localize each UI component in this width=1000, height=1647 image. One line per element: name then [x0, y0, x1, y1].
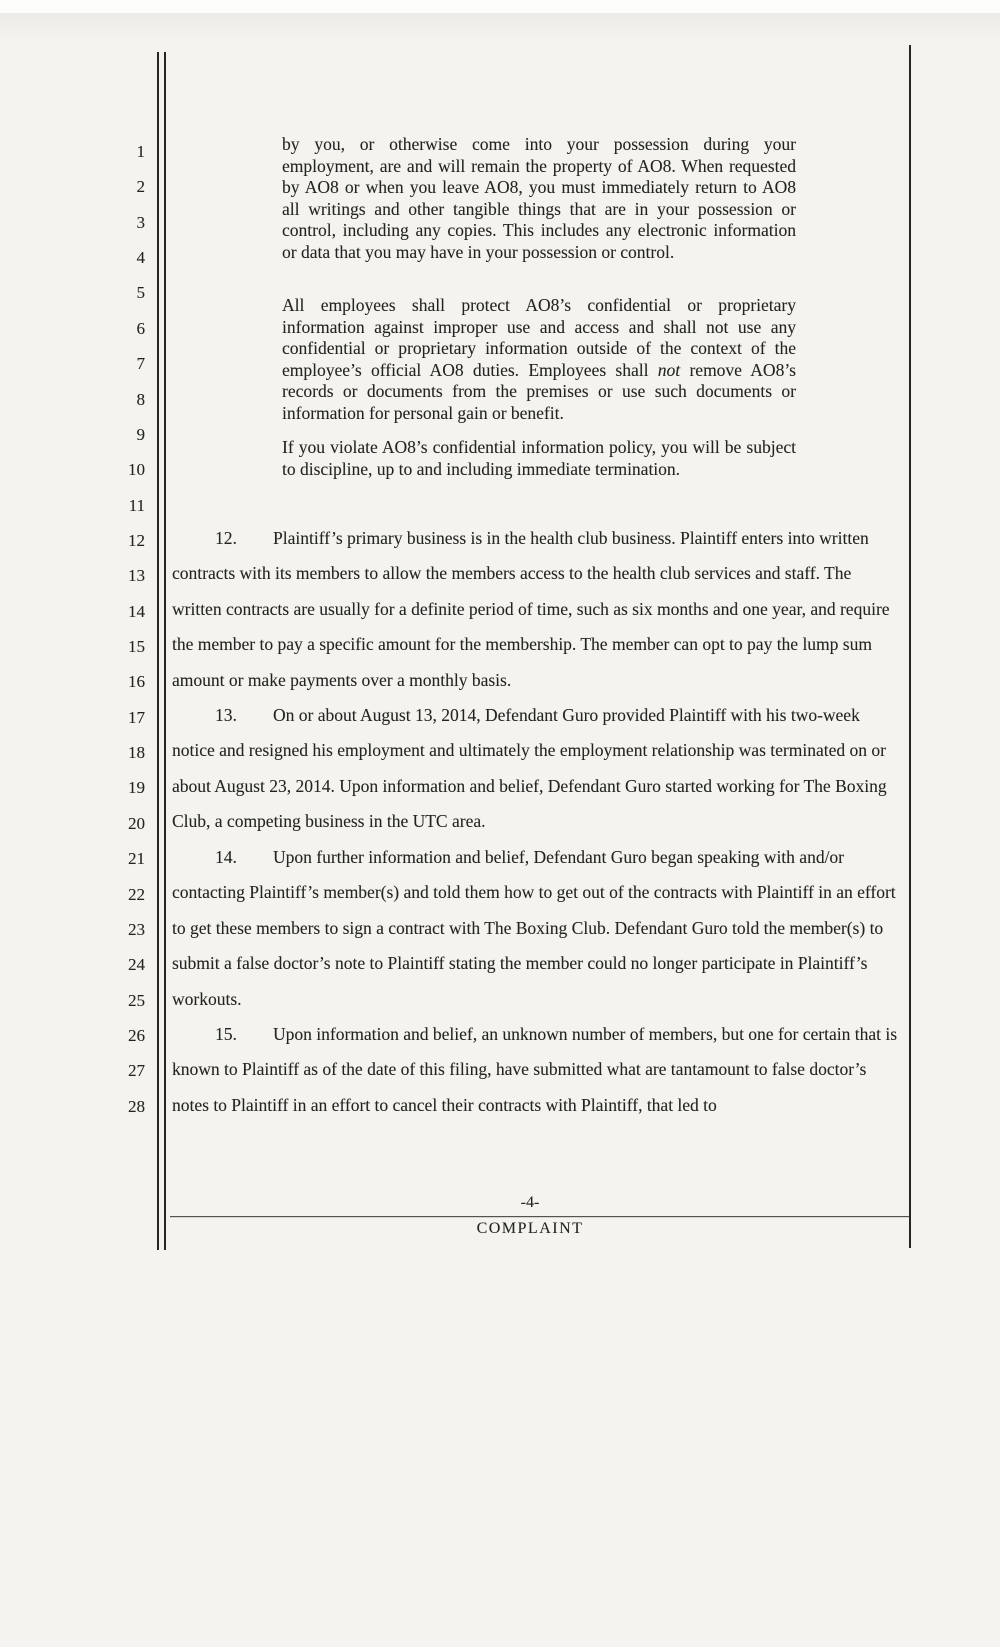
line-number: 11 — [128, 495, 145, 515]
line-number: 5 — [136, 283, 145, 303]
paragraph-15 — [172, 1017, 903, 1124]
paragraph-13-number: 13. — [215, 704, 237, 725]
line-number: 10 — [128, 460, 145, 480]
pleading-right-rule — [909, 45, 911, 1248]
quote-1-text: by you, or otherwise come into your possession during your employment, are and will remain the property of AO8. When requested by AO8 or when you leave AO8, you must immediately return to AO8 all writings and other tangible things that are in your possession or control, including any copies. This includes any electronic information or data that you may have in your possession or control. — [282, 134, 796, 262]
paragraph-14 — [172, 840, 903, 1018]
line-number: 28 — [128, 1096, 145, 1116]
line-number: 21 — [128, 849, 145, 869]
footer-title: COMPLAINT — [476, 1220, 584, 1237]
line-number: 24 — [128, 955, 145, 975]
line-number: 7 — [136, 354, 145, 374]
line-number: 26 — [128, 1025, 145, 1045]
line-number: 4 — [136, 248, 145, 268]
line-number: 16 — [128, 672, 145, 692]
paragraph-12-number: 12. — [215, 527, 237, 548]
paragraph-12 — [172, 521, 903, 699]
paragraph-15-text: Upon information and belief, an unknown number of members, but one for certain that is known to Plaintiff as of the date of this filing, have submitted what are tantamount to false doctor’s notes to Plaintiff in an effort to cancel their contracts with Plaintiff, that led to — [172, 1023, 898, 1115]
pleading-left-double-rule — [157, 52, 166, 1250]
line-number: 15 — [128, 637, 145, 657]
quote-2-text-pre: All employees shall protect AO8’s confidential or proprietary information against improper use and access and shall not use any confidential or proprietary information outside of the context of the employee’s official AO8 duties. Employees shall — [282, 295, 796, 380]
footer-page-number: -4- — [520, 1194, 540, 1211]
paragraph-15-number: 15. — [215, 1023, 237, 1044]
line-number: 27 — [128, 1061, 145, 1081]
line-number: 19 — [128, 778, 145, 798]
quote-block-1 — [282, 134, 796, 263]
line-number: 3 — [136, 212, 145, 232]
line-number: 12 — [128, 530, 145, 550]
line-number: 14 — [128, 601, 145, 621]
line-number: 9 — [136, 424, 145, 444]
line-number: 17 — [128, 707, 145, 727]
line-number: 6 — [136, 318, 145, 338]
line-number-column — [95, 134, 145, 1124]
paragraph-13-text: On or about August 13, 2014, Defendant Guro provided Plaintiff with his two-week notice and resigned his employment and ultimately the employment relationship was terminated on or about August 23, 2014. Upon information and belief, Defendant Guro started working for The Boxing Club, a competing business in the UTC area. — [172, 704, 887, 831]
line-number: 18 — [128, 743, 145, 763]
quote-2-italic-word: not — [657, 359, 681, 380]
line-number: 25 — [128, 990, 145, 1010]
quote-2-text-post: remove AO8’s records or documents from the premises or use such documents or information for personal gain or benefit. — [282, 359, 796, 423]
paragraph-14-number: 14. — [215, 846, 237, 867]
paragraph-13 — [172, 698, 903, 840]
line-number: 23 — [128, 919, 145, 939]
line-number: 8 — [136, 389, 145, 409]
quote-block-3 — [282, 437, 796, 480]
line-number: 20 — [128, 813, 145, 833]
line-number: 13 — [128, 566, 145, 586]
footer-rule — [170, 1216, 909, 1217]
line-number: 22 — [128, 884, 145, 904]
quote-block-2 — [282, 295, 796, 424]
paragraph-14-text: Upon further information and belief, Defendant Guro began speaking with and/or contacting Plaintiff’s member(s) and told them how to get out of the contracts with Plaintiff in an effort to get these members to sign a contract with The Boxing Club. Defendant Guro told the member(s) to submit a false doctor’s note to Plaintiff stating the member could no longer participate in Plaintiff’s workouts. — [172, 846, 896, 1009]
line-number: 2 — [136, 177, 145, 197]
paragraph-12-text: Plaintiff’s primary business is in the health club business. Plaintiff enters into written contracts with its members to allow the members access to the health club services and staff. The written contracts are usually for a definite period of time, such as six months and one year, and require the member to pay a specific amount for the membership. The member can opt to pay the lump sum amount or make payments over a monthly basis. — [172, 527, 890, 690]
quote-3-text: If you violate AO8’s confidential information policy, you will be subject to discipline, up to and including immediate termination. — [282, 437, 796, 479]
scan-shade — [0, 13, 1000, 43]
scan-top-edge — [0, 0, 1000, 13]
line-number: 1 — [136, 142, 145, 161]
